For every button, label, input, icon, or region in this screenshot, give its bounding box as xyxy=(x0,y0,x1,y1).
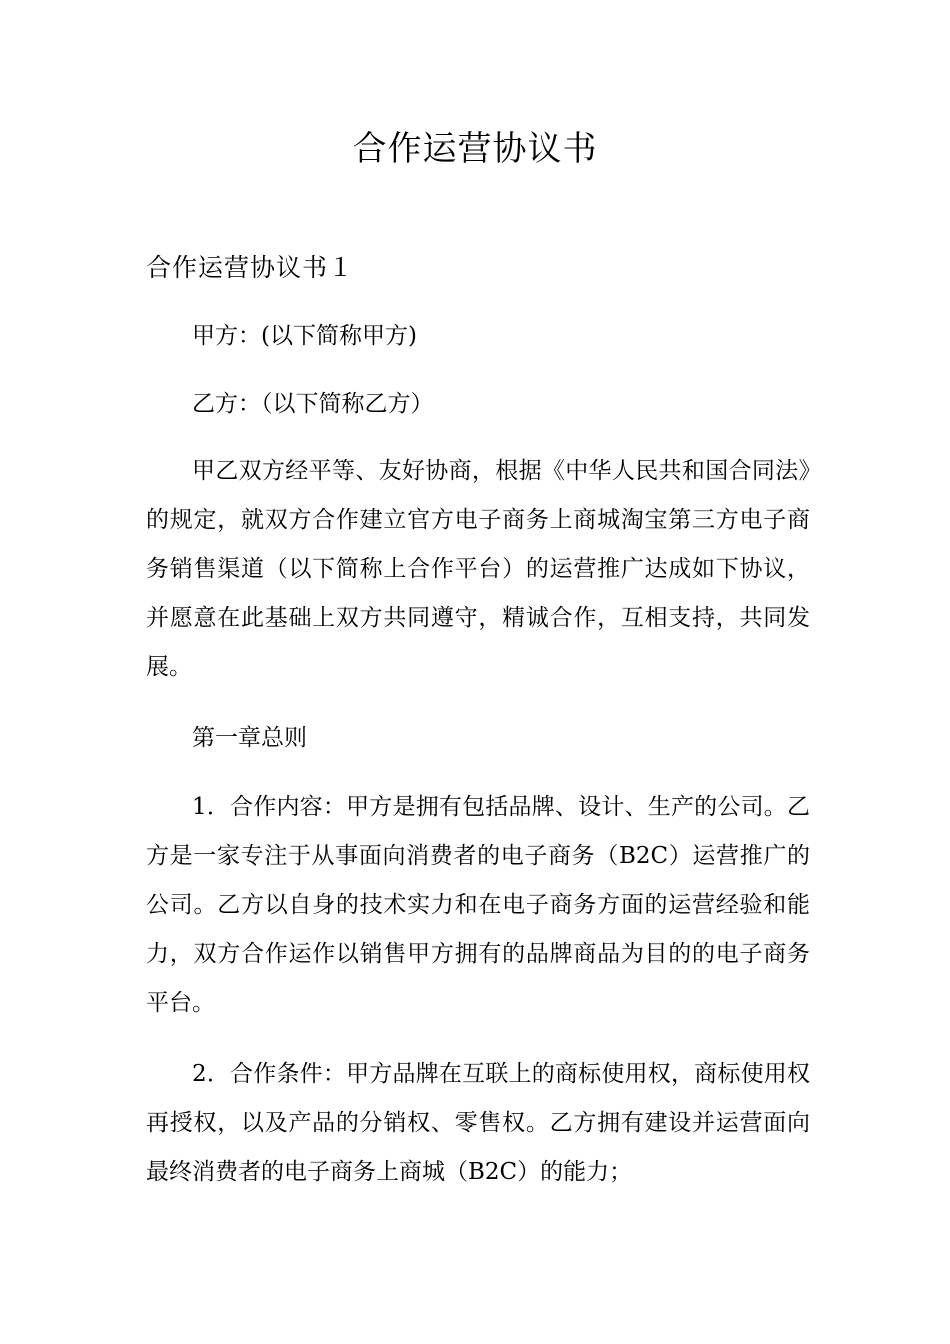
section-heading: 合作运营协议书１ xyxy=(146,253,355,282)
chapter-heading: 第一章总则 xyxy=(192,725,307,751)
document-title: 合作运营协议书 xyxy=(352,129,598,169)
party-a-line: 甲方：(以下简称甲方) xyxy=(192,323,417,349)
clause-2-paragraph: 2．合作条件：甲方品牌在互联上的商标使用权，商标使用权再授权，以及产品的分销权、零售权。乙方拥有建设并运营面向最终消费者的电子商务上商城（B2C）的能力； xyxy=(146,1061,810,1185)
party-b-line: 乙方：（以下简称乙方） xyxy=(192,391,434,417)
clause-1-paragraph: 1．合作内容：甲方是拥有包括品牌、设计、生产的公司。乙方是一家专注于从事面向消费者的电子商务（B2C）运营推广的公司。乙方以自身的技术实力和在电子商务方面的运营经验和能力，双方合作运作以销售甲方拥有的品牌商品为目的的电子商务平台。 xyxy=(146,794,810,1016)
intro-paragraph: 甲乙双方经平等、友好协商，根据《中华人民共和国合同法》的规定，就双方合作建立官方电子商务上商城淘宝第三方电子商务销售渠道（以下简称上合作平台）的运营推广达成如下协议，并愿意在此基础上双方共同遵守，精诚合作，互相支持，共同发展。 xyxy=(146,458,810,680)
